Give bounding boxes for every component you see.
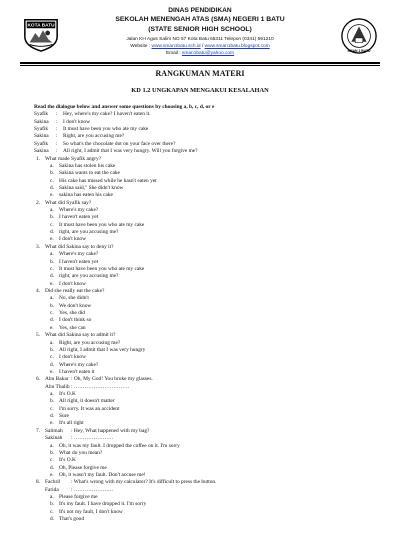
answer-option[interactable]: a. Where's my cake?	[50, 207, 99, 214]
instruction: Read the dialogue below and answer some questions by choosing a, b, c, d, or e	[34, 104, 215, 110]
answer-option[interactable]: b. I haven't eaten yet	[50, 258, 99, 265]
header-department: DINAS PENDIDIKAN	[168, 7, 232, 14]
header-divider-thick	[20, 62, 380, 64]
question-6-response: Abu Thalib: ………………………….	[45, 383, 130, 390]
answer-option[interactable]: d. Where's my cake?	[50, 361, 99, 368]
answer-option[interactable]: b. Sakina wants to eat the cake	[50, 170, 120, 177]
answer-option[interactable]: d. right, are you accusing me?	[50, 229, 119, 236]
answer-option[interactable]: b. All right, it doesn't matter	[50, 398, 115, 405]
answer-option[interactable]: a. Right, are you accusing me?	[50, 339, 121, 346]
question-2: 2. What did Syafik say?	[36, 199, 92, 206]
answer-option[interactable]: d. That's good	[50, 516, 85, 523]
answer-option[interactable]: d. Oh, Please forgive me	[50, 464, 107, 471]
answer-option[interactable]: b. We don't know	[50, 302, 92, 309]
document-body	[34, 104, 384, 523]
answer-option[interactable]: e. I don't know	[50, 280, 87, 287]
answer-option[interactable]: d. Sure	[50, 413, 69, 420]
question-8-response: Farida : ………………….	[45, 486, 113, 493]
answer-option[interactable]: e. It's all right	[50, 420, 84, 427]
answer-option[interactable]: d. right, are you accusing me?	[50, 273, 119, 280]
answer-option[interactable]: c. I'm sorry. It was an accident	[50, 405, 120, 412]
header-school-name: SEKOLAH MENENGAH ATAS (SMA) NEGERI 1 BATU	[115, 16, 285, 23]
dialogue-line: Sakina : Right, are you accusing me?	[34, 133, 125, 140]
website-link-1[interactable]: www.sman1batu.sch.id	[151, 44, 201, 49]
answer-option[interactable]: b. It's my fault. I have dropped it. I'm sorry	[50, 501, 147, 508]
header-websites: Website : www.sman1batu.sch.id / www.sman1batu.blogspot.com	[130, 44, 270, 49]
svg-text:SMAN 1 BATU: SMAN 1 BATU	[347, 49, 371, 54]
answer-option[interactable]: e. I don't know	[50, 236, 87, 243]
answer-option[interactable]: c. It must have been you who ate my cake	[50, 221, 145, 228]
answer-option[interactable]: b. What do you mean?	[50, 449, 103, 456]
question-3: 3. What did Sakina say to deny it?	[36, 243, 114, 250]
answer-option[interactable]: c. It's O.K	[50, 457, 76, 464]
answer-option[interactable]: d. I don't think so	[50, 317, 92, 324]
dialogue-line: Syafik : So what's the chocolate dot on your face over there?	[34, 140, 176, 147]
answer-option[interactable]: e. Oh, it wasn't my fault. Don't accuse me!	[50, 471, 146, 478]
header-divider-thin	[20, 65, 380, 66]
answer-option[interactable]: c. His cake has missed while he hasn't eaten yet	[50, 177, 157, 184]
answer-option[interactable]: d. Sakina said," She didn't know	[50, 184, 124, 191]
question-1: 1. What made Syafik angry?	[36, 155, 102, 162]
question-6: 6. Abu Bakar : Oh, My God! You broke my glasses.	[36, 376, 153, 383]
dialogue-line: Syafik : It must have been you who ate my cake	[34, 126, 149, 133]
kota-batu-logo	[22, 14, 60, 52]
document-title: RANGKUMAN MATERI	[155, 69, 245, 78]
answer-option[interactable]: a. It's O.K	[50, 391, 76, 398]
answer-option[interactable]: e. Yes, she can	[50, 324, 86, 331]
answer-option[interactable]: b. All right, I admit that I was very hungry	[50, 346, 146, 353]
school-emblem-logo	[340, 17, 378, 55]
question-8: 8. Fachril : What's wrong with my calculator? It's difficult to press the button.	[36, 479, 217, 486]
website-link-2[interactable]: www.sman1batu.blogspot.com	[204, 44, 270, 49]
answer-option[interactable]: b. I haven't eaten yet	[50, 214, 99, 221]
header-email: Email : sman1batu@yahoo.com	[165, 51, 235, 56]
answer-option[interactable]: e. I haven't eaten it	[50, 368, 95, 375]
answer-option[interactable]: e. sakina has eaten his cake	[50, 192, 113, 199]
answer-option[interactable]: a. Oh, it was my fault. I dropped the coffee on it. I'm sorry	[50, 442, 180, 449]
question-4: 4. Did she really eat the cake?	[36, 287, 105, 294]
svg-text:KOTA BATU: KOTA BATU	[27, 23, 55, 29]
answer-option[interactable]: c. Yes, she did	[50, 310, 85, 317]
answer-option[interactable]: a. Sakina has stolen his cake	[50, 162, 116, 169]
answer-option[interactable]: c. It must have been you who ate my cake	[50, 265, 145, 272]
question-7: 7. Salimah : Hey, What happened with my bag?	[36, 427, 150, 434]
question-5: 5. What did Sakina say to admit it?	[36, 332, 116, 339]
email-link[interactable]: sman1batu@yahoo.com	[181, 51, 235, 56]
answer-option[interactable]: c. I don't know	[50, 354, 87, 361]
document-subtitle: KD 1.2 UNGKAPAN MENGAKUI KESALAHAN	[131, 87, 269, 94]
header-address: Jalan KH Agus Salim NO 57 Kota Batu 65311 Telepon (0341) 591210	[126, 37, 274, 42]
answer-option[interactable]: c. It's not my fault, I don't know	[50, 508, 123, 515]
dialogue-line: Syafik : Hey, where's my cake? I haven't eaten it.	[34, 111, 151, 118]
dialogue-line: Sakina : All right, I admit that I was very hungry. Will you forgive me?	[34, 148, 198, 155]
dialogue-line: Sakina : I don't know	[34, 118, 91, 125]
header-school-english: (STATE SENIOR HIGH SCHOOL)	[148, 26, 252, 33]
question-7-response: Sakinah : ………………….	[45, 435, 113, 442]
answer-option[interactable]: a. Please forgive me	[50, 494, 98, 501]
answer-option[interactable]: a. Where's my cake?	[50, 251, 99, 258]
answer-option[interactable]: a. No, she didn't	[50, 295, 89, 302]
